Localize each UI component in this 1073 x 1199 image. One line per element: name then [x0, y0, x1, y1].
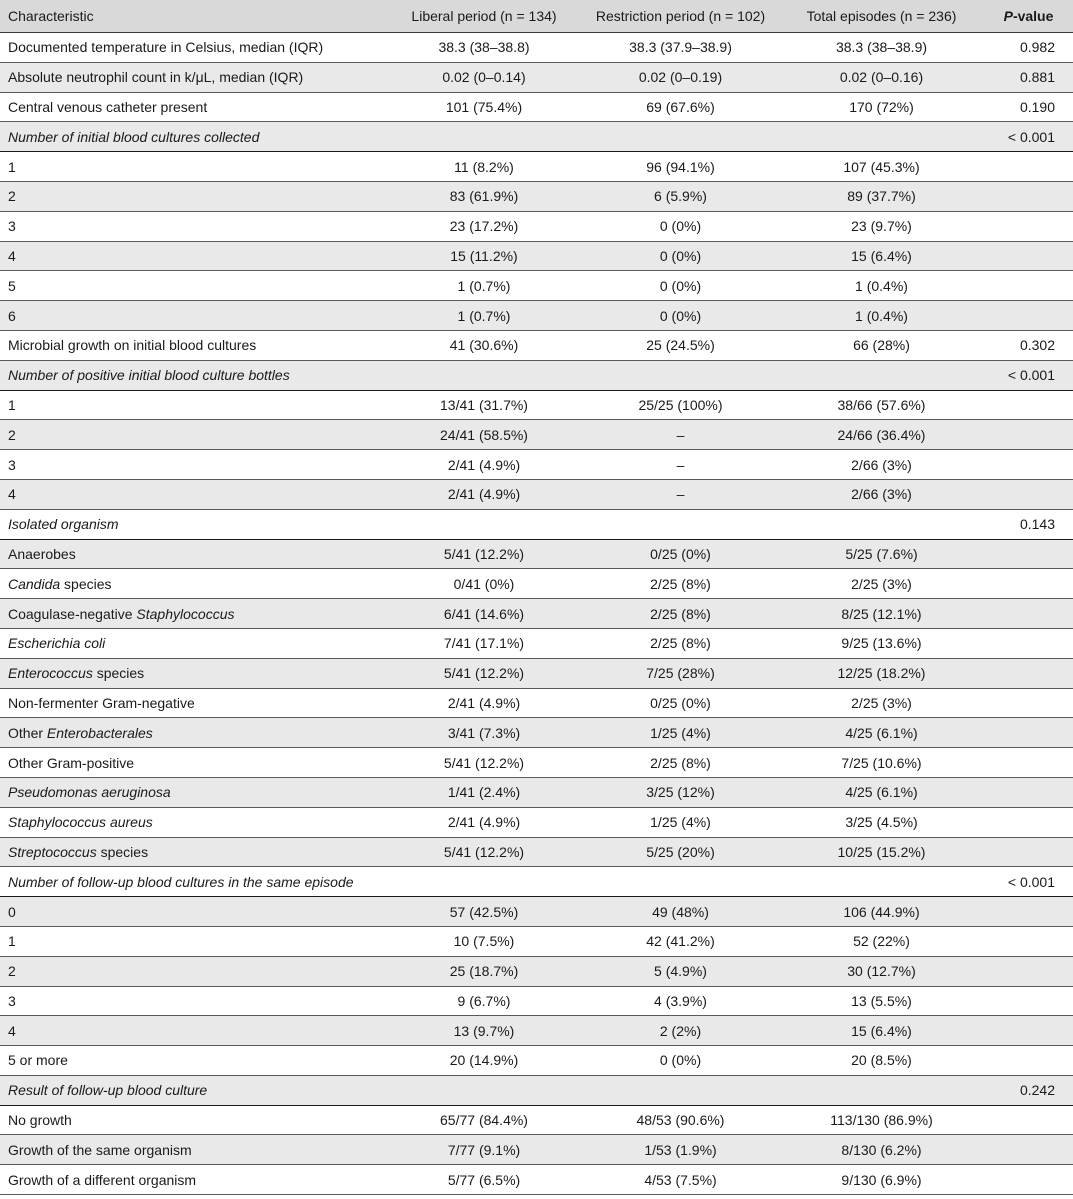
characteristic-cell: Microbial growth on initial blood cultures	[0, 330, 386, 360]
liberal-cell: 83 (61.9%)	[386, 181, 582, 211]
restriction-cell: 1/25 (4%)	[582, 807, 779, 837]
table-row	[0, 748, 1073, 778]
liberal-cell: 23 (17.2%)	[386, 211, 582, 241]
table-row	[0, 479, 1073, 509]
table-row	[0, 1046, 1073, 1076]
liberal-cell: 5/77 (6.5%)	[386, 1165, 582, 1195]
restriction-cell: 0 (0%)	[582, 211, 779, 241]
p-value-cell: < 0.001	[984, 122, 1073, 152]
p-value-cell	[984, 420, 1073, 450]
restriction-cell: 96 (94.1%)	[582, 152, 779, 182]
table-row	[0, 33, 1073, 63]
liberal-cell: 5/41 (12.2%)	[386, 658, 582, 688]
restriction-cell: 42 (41.2%)	[582, 926, 779, 956]
section-label: Number of initial blood cultures collected	[0, 122, 984, 152]
restriction-cell: 2/25 (8%)	[582, 569, 779, 599]
characteristic-part: species	[96, 843, 149, 860]
p-value-cell	[984, 688, 1073, 718]
total-cell: 8/25 (12.1%)	[779, 599, 984, 629]
p-value-cell	[984, 301, 1073, 331]
table-row	[0, 181, 1073, 211]
table-row	[0, 837, 1073, 867]
total-cell: 15 (6.4%)	[779, 1016, 984, 1046]
total-cell: 52 (22%)	[779, 926, 984, 956]
p-value-cell	[984, 1046, 1073, 1076]
total-cell: 8/130 (6.2%)	[779, 1135, 984, 1165]
header-p-value	[984, 0, 1073, 33]
section-label: Number of follow-up blood cultures in the same episode	[0, 867, 984, 897]
section-label: Number of positive initial blood culture bottles	[0, 360, 984, 390]
liberal-cell: 2/41 (4.9%)	[386, 688, 582, 718]
p-value-cell	[984, 450, 1073, 480]
characteristic-cell	[0, 569, 386, 599]
restriction-cell: 2/25 (8%)	[582, 599, 779, 629]
section-label: Isolated organism	[0, 509, 984, 539]
liberal-cell: 13/41 (31.7%)	[386, 390, 582, 420]
characteristic-cell: 0	[0, 897, 386, 927]
restriction-cell: 4/53 (7.5%)	[582, 1165, 779, 1195]
characteristic-cell: 4	[0, 241, 386, 271]
section-row	[0, 867, 1073, 897]
total-cell: 107 (45.3%)	[779, 152, 984, 182]
table-row	[0, 688, 1073, 718]
header-characteristic: Characteristic	[0, 0, 386, 33]
total-cell: 170 (72%)	[779, 92, 984, 122]
liberal-cell: 20 (14.9%)	[386, 1046, 582, 1076]
characteristic-cell: 6	[0, 301, 386, 331]
table-row	[0, 807, 1073, 837]
p-value-cell: 0.302	[984, 330, 1073, 360]
characteristic-part: Pseudomonas aeruginosa	[8, 784, 171, 801]
characteristic-cell: 2	[0, 956, 386, 986]
restriction-cell: 1/25 (4%)	[582, 718, 779, 748]
characteristic-part: Streptococcus	[8, 843, 97, 860]
restriction-cell: –	[582, 450, 779, 480]
total-cell: 30 (12.7%)	[779, 956, 984, 986]
p-value-cell	[984, 926, 1073, 956]
table-row	[0, 897, 1073, 927]
table-row	[0, 390, 1073, 420]
p-value-cell: 0.190	[984, 92, 1073, 122]
p-value-cell	[984, 271, 1073, 301]
characteristic-cell: Other Gram-positive	[0, 748, 386, 778]
liberal-cell: 0.02 (0–0.14)	[386, 62, 582, 92]
characteristic-part: Other	[8, 724, 47, 741]
restriction-cell: 5 (4.9%)	[582, 956, 779, 986]
total-cell: 38.3 (38–38.9)	[779, 33, 984, 63]
restriction-cell: 1/53 (1.9%)	[582, 1135, 779, 1165]
liberal-cell: 2/41 (4.9%)	[386, 807, 582, 837]
section-row	[0, 360, 1073, 390]
liberal-cell: 5/41 (12.2%)	[386, 748, 582, 778]
liberal-cell: 25 (18.7%)	[386, 956, 582, 986]
liberal-cell: 7/77 (9.1%)	[386, 1135, 582, 1165]
total-cell: 2/66 (3%)	[779, 479, 984, 509]
restriction-cell: 0/25 (0%)	[582, 539, 779, 569]
characteristic-cell: 2	[0, 181, 386, 211]
p-value-cell	[984, 599, 1073, 629]
p-value-cell	[984, 390, 1073, 420]
p-value-cell	[984, 479, 1073, 509]
characteristic-cell: Anaerobes	[0, 539, 386, 569]
characteristic-part: Escherichia coli	[8, 635, 106, 652]
p-value-cell	[984, 539, 1073, 569]
total-cell: 4/25 (6.1%)	[779, 718, 984, 748]
characteristic-cell	[0, 599, 386, 629]
restriction-cell: 2/25 (8%)	[582, 628, 779, 658]
restriction-cell: 7/25 (28%)	[582, 658, 779, 688]
liberal-cell: 38.3 (38–38.8)	[386, 33, 582, 63]
p-value-cell	[984, 241, 1073, 271]
table-row	[0, 986, 1073, 1016]
liberal-cell: 15 (11.2%)	[386, 241, 582, 271]
total-cell: 38/66 (57.6%)	[779, 390, 984, 420]
liberal-cell: 2/41 (4.9%)	[386, 450, 582, 480]
header-total: Total episodes (n = 236)	[779, 0, 984, 33]
table-body	[0, 33, 1073, 1195]
table-row	[0, 241, 1073, 271]
p-value-cell	[984, 628, 1073, 658]
characteristic-cell: 1	[0, 390, 386, 420]
restriction-cell: 0 (0%)	[582, 301, 779, 331]
total-cell: 13 (5.5%)	[779, 986, 984, 1016]
table-row	[0, 569, 1073, 599]
table-row	[0, 718, 1073, 748]
table-row	[0, 956, 1073, 986]
characteristic-cell	[0, 807, 386, 837]
characteristic-cell: Documented temperature in Celsius, median (IQR)	[0, 33, 386, 63]
total-cell: 2/25 (3%)	[779, 569, 984, 599]
restriction-cell: 0/25 (0%)	[582, 688, 779, 718]
restriction-cell: 3/25 (12%)	[582, 777, 779, 807]
p-value-cell: 0.143	[984, 509, 1073, 539]
p-value-cell: 0.242	[984, 1075, 1073, 1105]
restriction-cell: 69 (67.6%)	[582, 92, 779, 122]
total-cell: 0.02 (0–0.16)	[779, 62, 984, 92]
characteristic-cell	[0, 837, 386, 867]
liberal-cell: 13 (9.7%)	[386, 1016, 582, 1046]
p-value-cell	[984, 569, 1073, 599]
characteristic-cell: Non-fermenter Gram-negative	[0, 688, 386, 718]
total-cell: 10/25 (15.2%)	[779, 837, 984, 867]
restriction-cell: 38.3 (37.9–38.9)	[582, 33, 779, 63]
characteristic-cell: Central venous catheter present	[0, 92, 386, 122]
table-row	[0, 450, 1073, 480]
liberal-cell: 1 (0.7%)	[386, 271, 582, 301]
total-cell: 5/25 (7.6%)	[779, 539, 984, 569]
restriction-cell: 0 (0%)	[582, 1046, 779, 1076]
table-row	[0, 62, 1073, 92]
total-cell: 20 (8.5%)	[779, 1046, 984, 1076]
total-cell: 9/25 (13.6%)	[779, 628, 984, 658]
total-cell: 113/130 (86.9%)	[779, 1105, 984, 1135]
characteristic-part: Candida	[8, 575, 61, 592]
table-row	[0, 92, 1073, 122]
header-liberal: Liberal period (n = 134)	[386, 0, 582, 33]
table-row	[0, 926, 1073, 956]
p-value-cell: 0.881	[984, 62, 1073, 92]
table-row	[0, 777, 1073, 807]
total-cell: 106 (44.9%)	[779, 897, 984, 927]
table-row	[0, 658, 1073, 688]
section-row	[0, 122, 1073, 152]
p-value-cell	[984, 1016, 1073, 1046]
liberal-cell: 101 (75.4%)	[386, 92, 582, 122]
p-value-cell	[984, 748, 1073, 778]
p-value-cell	[984, 1105, 1073, 1135]
characteristic-cell	[0, 658, 386, 688]
header-restriction: Restriction period (n = 102)	[582, 0, 779, 33]
restriction-cell: 25 (24.5%)	[582, 330, 779, 360]
table-row	[0, 1105, 1073, 1135]
restriction-cell: 5/25 (20%)	[582, 837, 779, 867]
restriction-cell: 4 (3.9%)	[582, 986, 779, 1016]
characteristic-part: Coagulase-negative	[8, 605, 137, 622]
p-value-cell: < 0.001	[984, 867, 1073, 897]
total-cell: 2/25 (3%)	[779, 688, 984, 718]
restriction-cell: 48/53 (90.6%)	[582, 1105, 779, 1135]
total-cell: 24/66 (36.4%)	[779, 420, 984, 450]
total-cell: 2/66 (3%)	[779, 450, 984, 480]
restriction-cell: 0.02 (0–0.19)	[582, 62, 779, 92]
section-row	[0, 1075, 1073, 1105]
total-cell: 9/130 (6.9%)	[779, 1165, 984, 1195]
characteristic-part: Staphylococcus	[136, 605, 235, 622]
p-value-cell	[984, 807, 1073, 837]
table-header-row	[0, 0, 1073, 33]
restriction-cell: 2/25 (8%)	[582, 748, 779, 778]
restriction-cell: 49 (48%)	[582, 897, 779, 927]
restriction-cell: 0 (0%)	[582, 271, 779, 301]
restriction-cell: 0 (0%)	[582, 241, 779, 271]
table-row	[0, 152, 1073, 182]
characteristic-cell: 5	[0, 271, 386, 301]
total-cell: 3/25 (4.5%)	[779, 807, 984, 837]
p-value-cell	[984, 1165, 1073, 1195]
p-value-cell	[984, 152, 1073, 182]
liberal-cell: 0/41 (0%)	[386, 569, 582, 599]
characteristic-part: species	[60, 575, 112, 592]
characteristic-cell	[0, 718, 386, 748]
liberal-cell: 1 (0.7%)	[386, 301, 582, 331]
table-row	[0, 211, 1073, 241]
table-row	[0, 420, 1073, 450]
table-row	[0, 330, 1073, 360]
total-cell: 15 (6.4%)	[779, 241, 984, 271]
characteristic-cell: Growth of a different organism	[0, 1165, 386, 1195]
liberal-cell: 5/41 (12.2%)	[386, 539, 582, 569]
total-cell: 12/25 (18.2%)	[779, 658, 984, 688]
table-row	[0, 1165, 1073, 1195]
table-row	[0, 539, 1073, 569]
table-row	[0, 599, 1073, 629]
total-cell: 23 (9.7%)	[779, 211, 984, 241]
liberal-cell: 57 (42.5%)	[386, 897, 582, 927]
table-row	[0, 1135, 1073, 1165]
characteristic-cell: 4	[0, 1016, 386, 1046]
p-value-cell	[984, 837, 1073, 867]
characteristic-part: Enterobacterales	[46, 724, 153, 741]
characteristic-cell: 4	[0, 479, 386, 509]
p-value-cell	[984, 956, 1073, 986]
liberal-cell: 65/77 (84.4%)	[386, 1105, 582, 1135]
characteristic-cell: 3	[0, 450, 386, 480]
total-cell: 7/25 (10.6%)	[779, 748, 984, 778]
section-label: Result of follow-up blood culture	[0, 1075, 984, 1105]
characteristic-part: Staphylococcus aureus	[8, 814, 153, 831]
p-value-cell	[984, 658, 1073, 688]
total-cell: 1 (0.4%)	[779, 271, 984, 301]
p-value-cell	[984, 986, 1073, 1016]
characteristic-cell	[0, 777, 386, 807]
p-value-cell	[984, 181, 1073, 211]
characteristic-cell	[0, 628, 386, 658]
p-value-cell	[984, 211, 1073, 241]
p-value-cell: < 0.001	[984, 360, 1073, 390]
restriction-cell: 2 (2%)	[582, 1016, 779, 1046]
characteristic-part: Enterococcus	[8, 665, 93, 682]
liberal-cell: 24/41 (58.5%)	[386, 420, 582, 450]
restriction-cell: –	[582, 479, 779, 509]
section-row	[0, 509, 1073, 539]
characteristic-cell: No growth	[0, 1105, 386, 1135]
liberal-cell: 7/41 (17.1%)	[386, 628, 582, 658]
characteristic-cell: 5 or more	[0, 1046, 386, 1076]
liberal-cell: 41 (30.6%)	[386, 330, 582, 360]
characteristic-cell: 2	[0, 420, 386, 450]
liberal-cell: 6/41 (14.6%)	[386, 599, 582, 629]
liberal-cell: 1/41 (2.4%)	[386, 777, 582, 807]
total-cell: 1 (0.4%)	[779, 301, 984, 331]
p-value-cell	[984, 1135, 1073, 1165]
table-row	[0, 1016, 1073, 1046]
p-value-cell	[984, 897, 1073, 927]
characteristic-part: species	[92, 665, 145, 682]
characteristic-cell: 3	[0, 986, 386, 1016]
total-cell: 89 (37.7%)	[779, 181, 984, 211]
p-value-cell	[984, 718, 1073, 748]
total-cell: 4/25 (6.1%)	[779, 777, 984, 807]
liberal-cell: 10 (7.5%)	[386, 926, 582, 956]
characteristic-cell: Growth of the same organism	[0, 1135, 386, 1165]
header-p-rest: -value	[1012, 8, 1054, 24]
restriction-cell: –	[582, 420, 779, 450]
liberal-cell: 3/41 (7.3%)	[386, 718, 582, 748]
restriction-cell: 6 (5.9%)	[582, 181, 779, 211]
liberal-cell: 2/41 (4.9%)	[386, 479, 582, 509]
liberal-cell: 11 (8.2%)	[386, 152, 582, 182]
restriction-cell: 25/25 (100%)	[582, 390, 779, 420]
liberal-cell: 5/41 (12.2%)	[386, 837, 582, 867]
p-value-cell	[984, 777, 1073, 807]
table-row	[0, 271, 1073, 301]
table-row	[0, 301, 1073, 331]
characteristic-cell: 3	[0, 211, 386, 241]
characteristic-cell: Absolute neutrophil count in k/μL, median (IQR)	[0, 62, 386, 92]
p-value-cell: 0.982	[984, 33, 1073, 63]
header-p-letter: P	[1003, 8, 1013, 24]
total-cell: 66 (28%)	[779, 330, 984, 360]
table-row	[0, 628, 1073, 658]
characteristic-cell: 1	[0, 926, 386, 956]
liberal-cell: 9 (6.7%)	[386, 986, 582, 1016]
characteristic-cell: 1	[0, 152, 386, 182]
